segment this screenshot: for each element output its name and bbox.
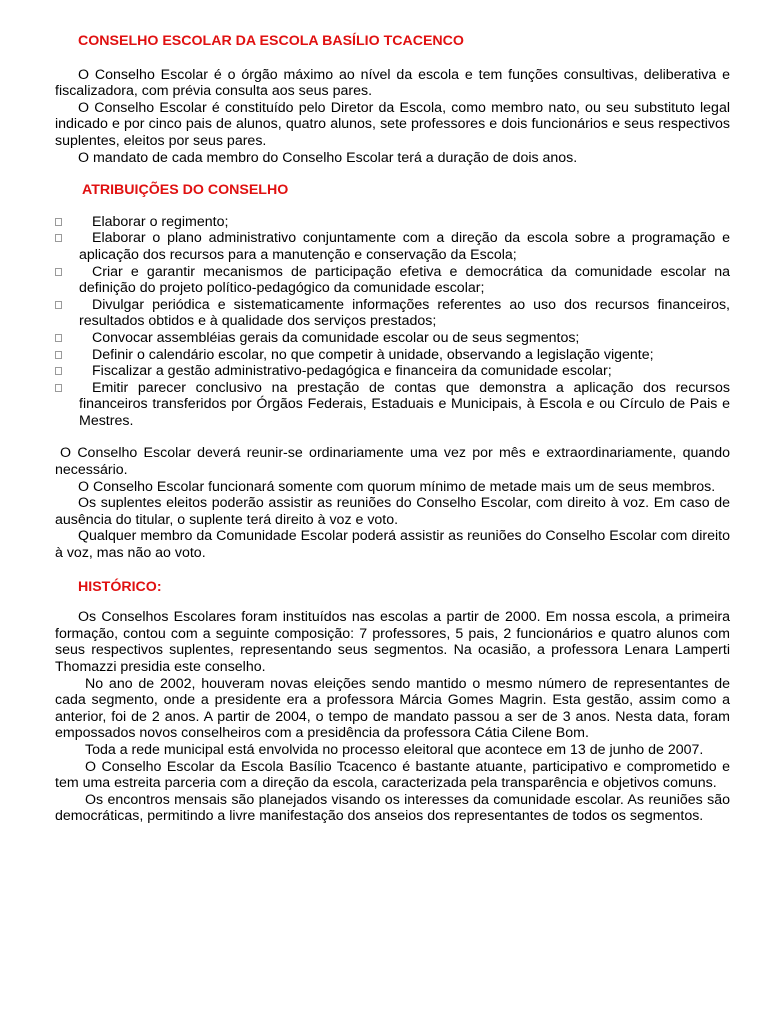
history-paragraph: No ano de 2002, houveram novas eleições sendo mantido o mesmo número de representantes de cada segmento, onde a presidente era a professora Márcia Gomes Magrin. Esta gestão, assim como a anterior, foi de 2 anos. A partir de 2004, o tempo de mandato passou a ser de 3 anos. Nesta data, foram empossados novos conselheiros com a presidência da professora Cátia Cilene Bom. [55, 675, 730, 742]
attribution-item [55, 363, 730, 380]
attribution-text: Emitir parecer conclusivo na prestação de contas que demonstra a aplicação dos recursos financeiros transferidos por Órgãos Federais, Estaduais e Municipais, à Escola e ou Círculo de Pais e Mestres. [79, 379, 730, 429]
history-paragraph: Toda a rede municipal está envolvida no processo eleitoral que acontece em 13 de junho de 2007. [85, 741, 704, 758]
attribution-text: Definir o calendário escolar, no que competir à unidade, observando a legislação vigente; [92, 346, 654, 363]
attribution-item [55, 214, 730, 231]
document-content [55, 33, 730, 825]
attribution-item [55, 297, 730, 330]
intro-paragraph: O mandato de cada membro do Conselho Escolar terá a duração de dois anos. [78, 149, 578, 166]
attribution-item [55, 230, 730, 263]
bullet-box-icon [55, 351, 62, 359]
bullet-box-icon [55, 234, 62, 242]
bullet-box-icon [55, 301, 62, 309]
rules-paragraph: O Conselho Escolar funcionará somente com quorum mínimo de metade mais um de seus membros. [78, 478, 716, 495]
rules-paragraph: Os suplentes eleitos poderão assistir as reuniões do Conselho Escolar, com direito à voz. Em caso de ausência do titular, o suplente terá direito à voz e voto. [55, 495, 730, 528]
intro-paragraph: O Conselho Escolar é o órgão máximo ao nível da escola e tem funções consultivas, deliberativa e fiscalizadora, com prévia consulta aos seus pares. [55, 66, 730, 100]
rules-paragraph: O Conselho Escolar deverá reunir-se ordinariamente uma vez por mês e extraordinariamente, quando necessário. [55, 445, 730, 479]
history-paragraph: Os encontros mensais são planejados visando os interesses da comunidade escolar. As reuniões são democráticas, permitindo a livre manifestação dos anseios dos representantes de todos os segmentos. [55, 791, 730, 825]
history-heading: HISTÓRICO: [78, 578, 162, 595]
bullet-box-icon [55, 367, 62, 375]
attributions-heading: ATRIBUIÇÕES DO CONSELHO [82, 182, 289, 199]
attribution-text: Convocar assembléias gerais da comunidade escolar ou de seus segmentos; [92, 329, 580, 346]
history-paragraph: O Conselho Escolar da Escola Basílio Tcacenco é bastante atuante, participativo e comprometido e tem uma estreita parceria com a direção da escola, caracterizada pela transparência e objetivos comuns. [55, 758, 730, 792]
rules-paragraph: Qualquer membro da Comunidade Escolar poderá assistir as reuniões do Conselho Escolar com direito à voz, mas não ao voto. [55, 528, 730, 562]
attribution-text: Criar e garantir mecanismos de participação efetiva e democrática da comunidade escolar na definição do projeto político-pedagógico da comunidade escolar; [79, 263, 730, 297]
attribution-item [55, 264, 730, 297]
attribution-text: Elaborar o regimento; [92, 213, 229, 230]
intro-paragraph: O Conselho Escolar é constituído pelo Diretor da Escola, como membro nato, ou seu substituto legal indicado e por cinco pais de alunos, quatro alunos, sete professores e dois funcionários e seus respectivos suplentes, eleitos por seus pares. [55, 99, 730, 149]
attribution-text: Fiscalizar a gestão administrativo-pedagógica e financeira da comunidade escolar; [92, 363, 612, 380]
bullet-box-icon [55, 384, 62, 392]
attribution-item [55, 347, 730, 364]
attribution-text: Elaborar o plano administrativo conjuntamente com a direção da escola sobre a programação e aplicação dos recursos para a manutenção e conservação da Escola; [79, 230, 730, 263]
bullet-box-icon [55, 218, 62, 226]
document-title: CONSELHO ESCOLAR DA ESCOLA BASÍLIO TCACENCO [78, 33, 464, 49]
attribution-item [55, 380, 730, 430]
bullet-box-icon [55, 334, 62, 342]
attributions-list [55, 214, 730, 430]
attribution-text: Divulgar periódica e sistematicamente informações referentes ao uso dos recursos financeiros, resultados obtidos e à qualidade dos serviços prestados; [79, 296, 730, 330]
bullet-box-icon [55, 268, 62, 276]
attribution-item [55, 330, 730, 347]
history-paragraph: Os Conselhos Escolares foram instituídos nas escolas a partir de 2000. Em nossa escola, a primeira formação, contou com a seguinte composição: 7 professores, 5 pais, 2 funcionários e quatro alunos com seus respectivos suplentes, representando seus segmentos. Na ocasião, a professora Lenara Lamperti Thomazzi presidia este conselho. [55, 609, 730, 675]
